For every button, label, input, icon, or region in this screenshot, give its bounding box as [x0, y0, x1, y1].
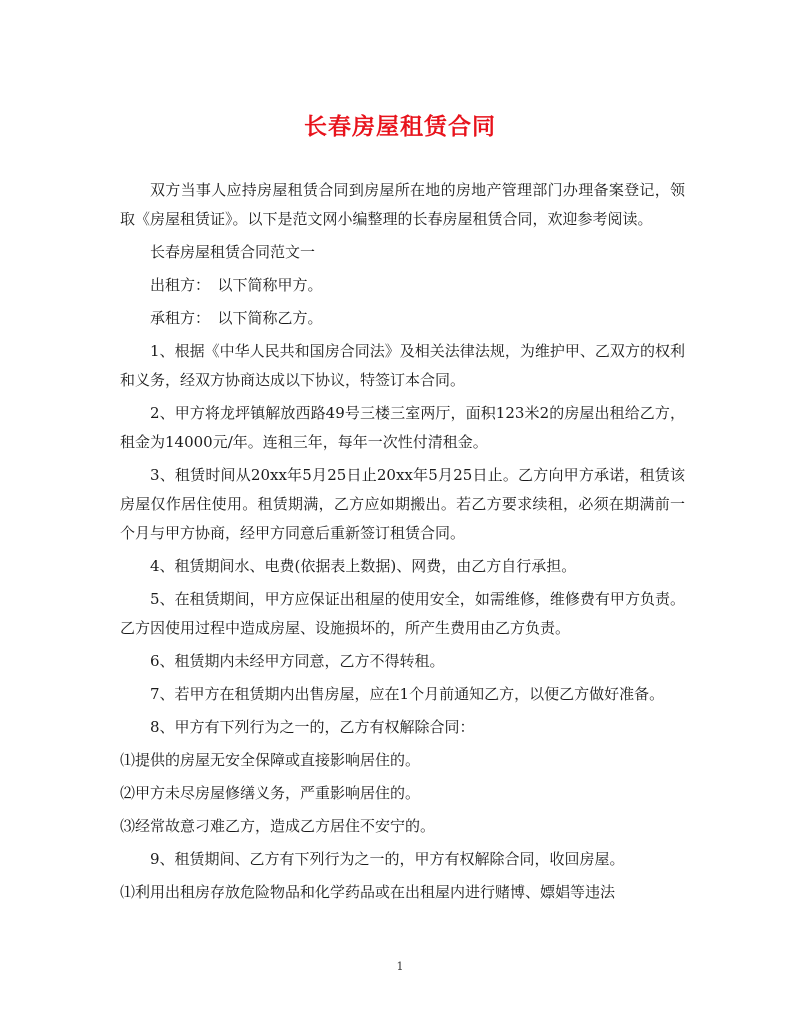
clause-8: 8、甲方有下列行为之一的，乙方有权解除合同： — [150, 718, 475, 736]
clause-9-item-1: ⑴利用出租房存放危险物品和化学药品或在出租屋内进行赌博、嫖娼等违法 — [120, 883, 616, 901]
clause-1: 1、根据《中华人民共和国房合同法》及相关法律法规，为维护甲、乙双方的权利和义务，经双方协商达成以下协议，特签订本合同。 — [120, 342, 685, 389]
clause-7: 7、若甲方在租赁期内出售房屋，应在1个月前通知乙方，以便乙方做好准备。 — [150, 685, 665, 703]
clause-2: 2、甲方将龙坪镇解放西路49号三楼三室两厅，面积123米2的房屋出租给乙方，租金为14000元/年。连租三年，每年一次性付清租金。 — [120, 404, 685, 451]
lessee-line: 承租方： 以下简称乙方。 — [150, 309, 323, 327]
clause-3: 3、租赁时间从20xx年5月25日止20xx年5月25日止。乙方向甲方承诺，租赁该房屋仅作居住使用。租赁期满，乙方应如期搬出。若乙方要求续租，必须在期满前一个月与甲方协商，经甲方同意后重新签订租赁合同。 — [120, 466, 685, 542]
clause-4: 4、租赁期间水、电费(依据表上数据)、网费，由乙方自行承担。 — [150, 557, 577, 575]
clause-6: 6、租赁期内未经甲方同意，乙方不得转租。 — [150, 652, 445, 670]
clause-8-item-2: ⑵甲方未尽房屋修缮义务，严重影响居住的。 — [120, 784, 421, 802]
document-title: 长春房屋租赁合同 — [304, 113, 496, 140]
section-heading: 长春房屋租赁合同范文一 — [150, 243, 316, 261]
page-number: 1 — [396, 960, 404, 973]
clause-5: 5、在租赁期间，甲方应保证出租屋的使用安全，如需维修，维修费有甲方负责。乙方因使用过程中造成房屋、设施损坏的，所产生费用由乙方负责。 — [120, 590, 685, 637]
intro-paragraph: 双方当事人应持房屋租赁合同到房屋所在地的房地产管理部门办理备案登记，领取《房屋租赁证》。以下是范文网小编整理的长春房屋租赁合同，欢迎参考阅读。 — [120, 181, 685, 228]
document-body — [120, 176, 685, 911]
clause-8-item-1: ⑴提供的房屋无安全保障或直接影响居住的。 — [120, 751, 421, 769]
clause-9: 9、租赁期间、乙方有下列行为之一的，甲方有权解除合同，收回房屋。 — [150, 850, 625, 868]
lessor-line: 出租方： 以下简称甲方。 — [150, 276, 323, 294]
clause-8-item-3: ⑶经常故意刁难乙方，造成乙方居住不安宁的。 — [120, 817, 436, 835]
